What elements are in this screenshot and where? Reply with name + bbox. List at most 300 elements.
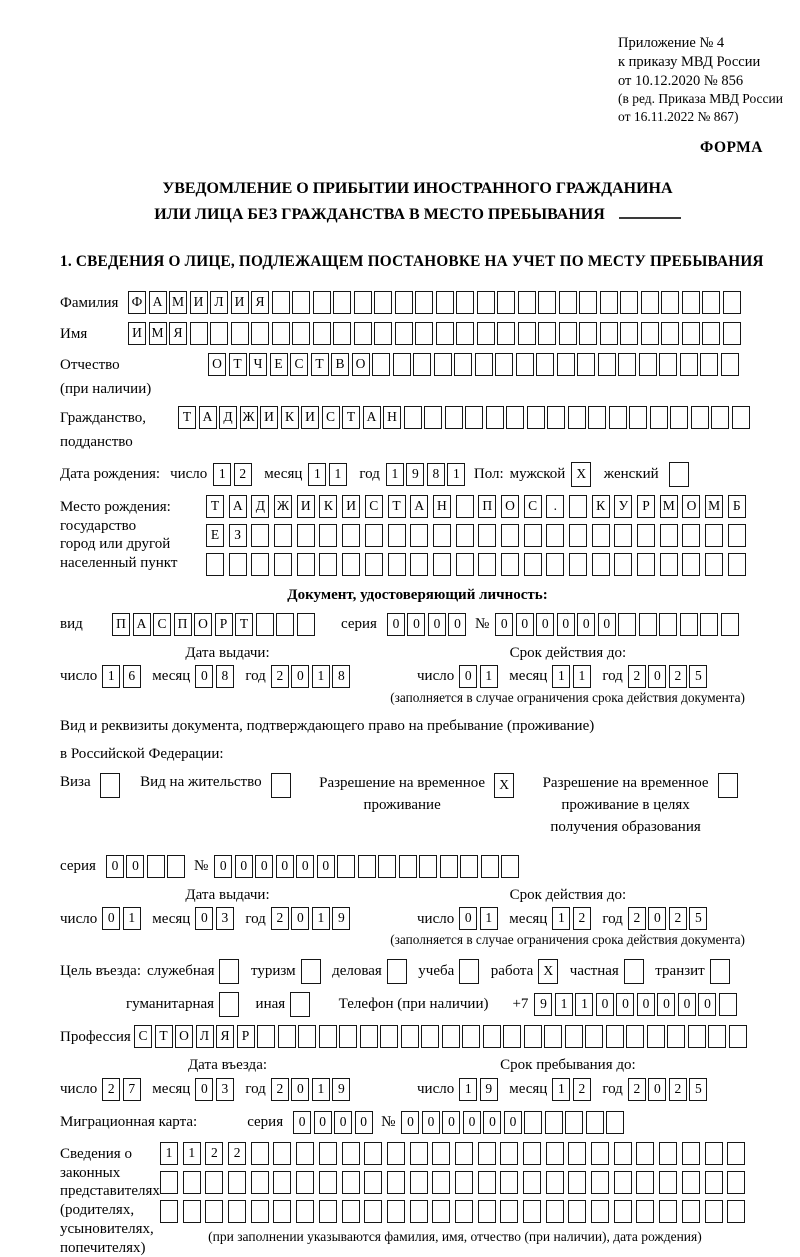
char-box[interactable]: Я: [169, 322, 187, 345]
char-box[interactable]: [705, 1171, 723, 1194]
char-box[interactable]: М: [660, 495, 678, 518]
char-box[interactable]: [475, 353, 493, 376]
char-box[interactable]: К: [319, 495, 337, 518]
char-box[interactable]: [297, 524, 315, 547]
char-box[interactable]: 5: [689, 907, 707, 930]
char-box[interactable]: 0: [195, 1078, 213, 1101]
char-box[interactable]: [296, 1171, 314, 1194]
char-box[interactable]: 0: [195, 665, 213, 688]
char-box[interactable]: [506, 406, 524, 429]
char-box[interactable]: [190, 322, 208, 345]
char-box[interactable]: [586, 1111, 604, 1134]
char-box[interactable]: [251, 1171, 269, 1194]
char-box[interactable]: [160, 1200, 178, 1223]
char-box[interactable]: [374, 322, 392, 345]
char-box[interactable]: 0: [648, 1078, 666, 1101]
char-box[interactable]: [378, 855, 396, 878]
char-box[interactable]: [727, 1200, 745, 1223]
char-box[interactable]: 0: [596, 993, 614, 1016]
char-box[interactable]: 0: [276, 855, 294, 878]
char-box[interactable]: [518, 322, 536, 345]
char-box[interactable]: [342, 1171, 360, 1194]
char-box[interactable]: [436, 322, 454, 345]
char-box[interactable]: [387, 1142, 405, 1165]
char-box[interactable]: [410, 1142, 428, 1165]
char-box[interactable]: 8: [332, 665, 350, 688]
char-box[interactable]: А: [149, 291, 167, 314]
char-box[interactable]: Л: [210, 291, 228, 314]
char-box[interactable]: 0: [102, 907, 120, 930]
char-box[interactable]: 0: [442, 1111, 460, 1134]
char-box[interactable]: [272, 291, 290, 314]
char-box[interactable]: [614, 524, 632, 547]
char-box[interactable]: [592, 524, 610, 547]
char-box[interactable]: [183, 1171, 201, 1194]
char-box[interactable]: [661, 322, 679, 345]
char-box[interactable]: [620, 322, 638, 345]
char-box[interactable]: [557, 353, 575, 376]
char-box[interactable]: [206, 553, 224, 576]
char-box[interactable]: 2: [669, 1078, 687, 1101]
char-box[interactable]: [455, 1200, 473, 1223]
char-box[interactable]: И: [301, 406, 319, 429]
char-box[interactable]: [614, 1142, 632, 1165]
char-box[interactable]: [465, 406, 483, 429]
char-box[interactable]: [205, 1171, 223, 1194]
char-box[interactable]: [727, 1142, 745, 1165]
char-box[interactable]: [598, 353, 616, 376]
char-box[interactable]: [721, 353, 739, 376]
char-box[interactable]: [251, 322, 269, 345]
char-box[interactable]: Н: [433, 495, 451, 518]
char-box[interactable]: [272, 322, 290, 345]
char-box[interactable]: И: [260, 406, 278, 429]
char-box[interactable]: [559, 291, 577, 314]
char-box[interactable]: [497, 291, 515, 314]
char-box[interactable]: 0: [291, 1078, 309, 1101]
char-box[interactable]: [210, 322, 228, 345]
char-box[interactable]: 0: [648, 907, 666, 930]
char-box[interactable]: 0: [106, 855, 124, 878]
char-box[interactable]: [641, 291, 659, 314]
char-box[interactable]: [579, 291, 597, 314]
char-box[interactable]: [319, 524, 337, 547]
char-box[interactable]: [388, 553, 406, 576]
char-box[interactable]: [732, 406, 750, 429]
char-box[interactable]: 0: [598, 613, 616, 636]
char-box[interactable]: [729, 1025, 747, 1048]
char-box[interactable]: [456, 291, 474, 314]
char-box[interactable]: [579, 322, 597, 345]
char-box[interactable]: [478, 1171, 496, 1194]
char-box[interactable]: [614, 1171, 632, 1194]
char-box[interactable]: 1: [308, 463, 326, 486]
char-box[interactable]: [620, 291, 638, 314]
char-box[interactable]: [459, 959, 479, 984]
char-box[interactable]: 0: [648, 665, 666, 688]
char-box[interactable]: 1: [213, 463, 231, 486]
char-box[interactable]: 0: [495, 613, 513, 636]
char-box[interactable]: [440, 855, 458, 878]
char-box[interactable]: М: [169, 291, 187, 314]
char-box[interactable]: И: [128, 322, 146, 345]
char-box[interactable]: К: [281, 406, 299, 429]
char-box[interactable]: [410, 524, 428, 547]
char-box[interactable]: [639, 613, 657, 636]
char-box[interactable]: [497, 322, 515, 345]
char-box[interactable]: [629, 406, 647, 429]
char-box[interactable]: [401, 1025, 419, 1048]
char-box[interactable]: [219, 959, 239, 984]
char-box[interactable]: Т: [155, 1025, 173, 1048]
char-box[interactable]: [483, 1025, 501, 1048]
char-box[interactable]: [636, 1171, 654, 1194]
char-box[interactable]: [546, 1171, 564, 1194]
char-box[interactable]: [296, 1142, 314, 1165]
char-box[interactable]: [460, 855, 478, 878]
char-box[interactable]: 2: [669, 665, 687, 688]
char-box[interactable]: [337, 855, 355, 878]
char-box[interactable]: 1: [312, 907, 330, 930]
char-box[interactable]: [432, 1142, 450, 1165]
char-box[interactable]: [455, 1142, 473, 1165]
char-box[interactable]: [313, 322, 331, 345]
char-box[interactable]: [456, 524, 474, 547]
char-box[interactable]: Р: [237, 1025, 255, 1048]
char-box[interactable]: 1: [459, 1078, 477, 1101]
char-box[interactable]: [680, 353, 698, 376]
char-box[interactable]: [544, 1025, 562, 1048]
char-box[interactable]: 0: [235, 855, 253, 878]
char-box[interactable]: [410, 1200, 428, 1223]
char-box[interactable]: 6: [123, 665, 141, 688]
char-box[interactable]: X: [494, 773, 514, 798]
char-box[interactable]: М: [705, 495, 723, 518]
char-box[interactable]: У: [614, 495, 632, 518]
char-box[interactable]: [364, 1171, 382, 1194]
char-box[interactable]: С: [322, 406, 340, 429]
char-box[interactable]: [710, 959, 730, 984]
char-box[interactable]: 1: [102, 665, 120, 688]
char-box[interactable]: 2: [628, 665, 646, 688]
char-box[interactable]: [481, 855, 499, 878]
char-box[interactable]: [637, 524, 655, 547]
char-box[interactable]: [606, 1025, 624, 1048]
char-box[interactable]: 0: [334, 1111, 352, 1134]
char-box[interactable]: 0: [314, 1111, 332, 1134]
char-box[interactable]: [700, 353, 718, 376]
char-box[interactable]: [183, 1200, 201, 1223]
char-box[interactable]: [445, 406, 463, 429]
char-box[interactable]: [518, 291, 536, 314]
char-box[interactable]: 2: [271, 665, 289, 688]
char-box[interactable]: Ж: [240, 406, 258, 429]
char-box[interactable]: 1: [329, 463, 347, 486]
char-box[interactable]: 0: [387, 613, 405, 636]
char-box[interactable]: [705, 553, 723, 576]
char-box[interactable]: П: [112, 613, 130, 636]
char-box[interactable]: Н: [383, 406, 401, 429]
char-box[interactable]: [228, 1200, 246, 1223]
char-box[interactable]: [500, 1142, 518, 1165]
char-box[interactable]: [372, 353, 390, 376]
char-box[interactable]: [274, 553, 292, 576]
char-box[interactable]: 1: [386, 463, 404, 486]
char-box[interactable]: [147, 855, 165, 878]
char-box[interactable]: И: [190, 291, 208, 314]
char-box[interactable]: 9: [406, 463, 424, 486]
char-box[interactable]: [660, 553, 678, 576]
char-box[interactable]: 9: [332, 907, 350, 930]
char-box[interactable]: [728, 524, 746, 547]
char-box[interactable]: [516, 353, 534, 376]
char-box[interactable]: 8: [427, 463, 445, 486]
char-box[interactable]: [360, 1025, 378, 1048]
char-box[interactable]: [538, 291, 556, 314]
char-box[interactable]: 0: [536, 613, 554, 636]
char-box[interactable]: [618, 613, 636, 636]
char-box[interactable]: [342, 553, 360, 576]
char-box[interactable]: [591, 1171, 609, 1194]
char-box[interactable]: [568, 406, 586, 429]
char-box[interactable]: 3: [216, 1078, 234, 1101]
char-box[interactable]: С: [365, 495, 383, 518]
char-box[interactable]: О: [501, 495, 519, 518]
char-box[interactable]: [455, 1171, 473, 1194]
char-box[interactable]: [410, 553, 428, 576]
char-box[interactable]: [727, 1171, 745, 1194]
char-box[interactable]: [524, 553, 542, 576]
char-box[interactable]: Е: [206, 524, 224, 547]
char-box[interactable]: [609, 406, 627, 429]
char-box[interactable]: О: [208, 353, 226, 376]
char-box[interactable]: [433, 524, 451, 547]
char-box[interactable]: 9: [332, 1078, 350, 1101]
char-box[interactable]: [682, 1200, 700, 1223]
char-box[interactable]: [358, 855, 376, 878]
char-box[interactable]: 0: [214, 855, 232, 878]
char-box[interactable]: П: [174, 613, 192, 636]
char-box[interactable]: [313, 291, 331, 314]
char-box[interactable]: 3: [216, 907, 234, 930]
char-box[interactable]: [569, 553, 587, 576]
char-box[interactable]: [636, 1200, 654, 1223]
char-box[interactable]: [478, 524, 496, 547]
char-box[interactable]: [228, 1171, 246, 1194]
char-box[interactable]: 0: [296, 855, 314, 878]
char-box[interactable]: [404, 406, 422, 429]
char-box[interactable]: 1: [123, 907, 141, 930]
char-box[interactable]: [592, 553, 610, 576]
char-box[interactable]: [160, 1171, 178, 1194]
char-box[interactable]: С: [290, 353, 308, 376]
char-box[interactable]: [374, 291, 392, 314]
char-box[interactable]: 2: [228, 1142, 246, 1165]
char-box[interactable]: [433, 553, 451, 576]
char-box[interactable]: [456, 553, 474, 576]
char-box[interactable]: [432, 1171, 450, 1194]
char-box[interactable]: [454, 353, 472, 376]
char-box[interactable]: Т: [342, 406, 360, 429]
char-box[interactable]: [365, 524, 383, 547]
char-box[interactable]: К: [592, 495, 610, 518]
char-box[interactable]: 0: [678, 993, 696, 1016]
char-box[interactable]: [711, 406, 729, 429]
char-box[interactable]: Т: [388, 495, 406, 518]
char-box[interactable]: [588, 406, 606, 429]
char-box[interactable]: [500, 1200, 518, 1223]
char-box[interactable]: [393, 353, 411, 376]
char-box[interactable]: [546, 553, 564, 576]
char-box[interactable]: [273, 1142, 291, 1165]
char-box[interactable]: [585, 1025, 603, 1048]
char-box[interactable]: [319, 1200, 337, 1223]
char-box[interactable]: [659, 353, 677, 376]
char-box[interactable]: Б: [728, 495, 746, 518]
char-box[interactable]: [354, 291, 372, 314]
char-box[interactable]: [333, 322, 351, 345]
char-box[interactable]: А: [229, 495, 247, 518]
char-box[interactable]: 1: [480, 907, 498, 930]
char-box[interactable]: И: [342, 495, 360, 518]
char-box[interactable]: С: [134, 1025, 152, 1048]
char-box[interactable]: 5: [689, 1078, 707, 1101]
char-box[interactable]: [296, 1200, 314, 1223]
char-box[interactable]: 2: [573, 1078, 591, 1101]
char-box[interactable]: [524, 1025, 542, 1048]
char-box[interactable]: [436, 291, 454, 314]
char-box[interactable]: [456, 495, 474, 518]
char-box[interactable]: 1: [312, 665, 330, 688]
char-box[interactable]: [670, 406, 688, 429]
char-box[interactable]: [614, 553, 632, 576]
char-box[interactable]: [614, 1200, 632, 1223]
char-box[interactable]: [682, 1171, 700, 1194]
char-box[interactable]: [298, 1025, 316, 1048]
char-box[interactable]: [387, 959, 407, 984]
char-box[interactable]: С: [153, 613, 171, 636]
char-box[interactable]: [661, 291, 679, 314]
char-box[interactable]: [354, 322, 372, 345]
char-box[interactable]: [591, 1142, 609, 1165]
char-box[interactable]: 0: [698, 993, 716, 1016]
char-box[interactable]: 0: [637, 993, 655, 1016]
char-box[interactable]: [274, 524, 292, 547]
char-box[interactable]: [705, 1142, 723, 1165]
char-box[interactable]: [577, 353, 595, 376]
char-box[interactable]: Т: [311, 353, 329, 376]
char-box[interactable]: [395, 291, 413, 314]
char-box[interactable]: 2: [271, 907, 289, 930]
char-box[interactable]: [568, 1171, 586, 1194]
char-box[interactable]: [546, 1200, 564, 1223]
char-box[interactable]: [647, 1025, 665, 1048]
char-box[interactable]: О: [194, 613, 212, 636]
char-box[interactable]: О: [175, 1025, 193, 1048]
char-box[interactable]: [229, 553, 247, 576]
char-box[interactable]: 0: [616, 993, 634, 1016]
char-box[interactable]: [387, 1171, 405, 1194]
char-box[interactable]: [546, 524, 564, 547]
char-box[interactable]: [524, 524, 542, 547]
char-box[interactable]: Л: [196, 1025, 214, 1048]
char-box[interactable]: [501, 524, 519, 547]
char-box[interactable]: [718, 773, 738, 798]
char-box[interactable]: 0: [126, 855, 144, 878]
char-box[interactable]: [702, 322, 720, 345]
char-box[interactable]: [650, 406, 668, 429]
char-box[interactable]: [387, 1200, 405, 1223]
char-box[interactable]: [399, 855, 417, 878]
char-box[interactable]: [478, 1200, 496, 1223]
char-box[interactable]: 1: [575, 993, 593, 1016]
char-box[interactable]: Ф: [128, 291, 146, 314]
char-box[interactable]: [659, 1142, 677, 1165]
char-box[interactable]: [415, 291, 433, 314]
char-box[interactable]: [319, 1142, 337, 1165]
char-box[interactable]: И: [297, 495, 315, 518]
char-box[interactable]: 2: [102, 1078, 120, 1101]
char-box[interactable]: 1: [552, 907, 570, 930]
char-box[interactable]: 0: [401, 1111, 419, 1134]
char-box[interactable]: 0: [293, 1111, 311, 1134]
char-box[interactable]: 2: [628, 907, 646, 930]
char-box[interactable]: Д: [251, 495, 269, 518]
char-box[interactable]: [559, 322, 577, 345]
char-box[interactable]: [680, 613, 698, 636]
char-box[interactable]: [278, 1025, 296, 1048]
char-box[interactable]: А: [133, 613, 151, 636]
char-box[interactable]: [276, 613, 294, 636]
char-box[interactable]: [434, 353, 452, 376]
char-box[interactable]: 2: [669, 907, 687, 930]
char-box[interactable]: Р: [637, 495, 655, 518]
char-box[interactable]: [339, 1025, 357, 1048]
char-box[interactable]: 0: [657, 993, 675, 1016]
char-box[interactable]: [478, 1142, 496, 1165]
char-box[interactable]: [486, 406, 504, 429]
char-box[interactable]: [669, 462, 689, 487]
char-box[interactable]: 9: [534, 993, 552, 1016]
char-box[interactable]: [636, 1142, 654, 1165]
char-box[interactable]: 0: [557, 613, 575, 636]
char-box[interactable]: 0: [255, 855, 273, 878]
char-box[interactable]: [705, 1200, 723, 1223]
char-box[interactable]: [721, 613, 739, 636]
char-box[interactable]: [205, 1200, 223, 1223]
char-box[interactable]: О: [682, 495, 700, 518]
char-box[interactable]: 0: [422, 1111, 440, 1134]
char-box[interactable]: [421, 1025, 439, 1048]
char-box[interactable]: 0: [317, 855, 335, 878]
char-box[interactable]: [413, 353, 431, 376]
char-box[interactable]: [478, 553, 496, 576]
char-box[interactable]: [219, 992, 239, 1017]
char-box[interactable]: [415, 322, 433, 345]
char-box[interactable]: X: [538, 959, 558, 984]
char-box[interactable]: [273, 1171, 291, 1194]
char-box[interactable]: [682, 322, 700, 345]
char-box[interactable]: [251, 524, 269, 547]
char-box[interactable]: 0: [407, 613, 425, 636]
char-box[interactable]: [637, 553, 655, 576]
char-box[interactable]: 9: [480, 1078, 498, 1101]
char-box[interactable]: [660, 524, 678, 547]
char-box[interactable]: [424, 406, 442, 429]
char-box[interactable]: [591, 1200, 609, 1223]
char-box[interactable]: [380, 1025, 398, 1048]
char-box[interactable]: Ж: [274, 495, 292, 518]
